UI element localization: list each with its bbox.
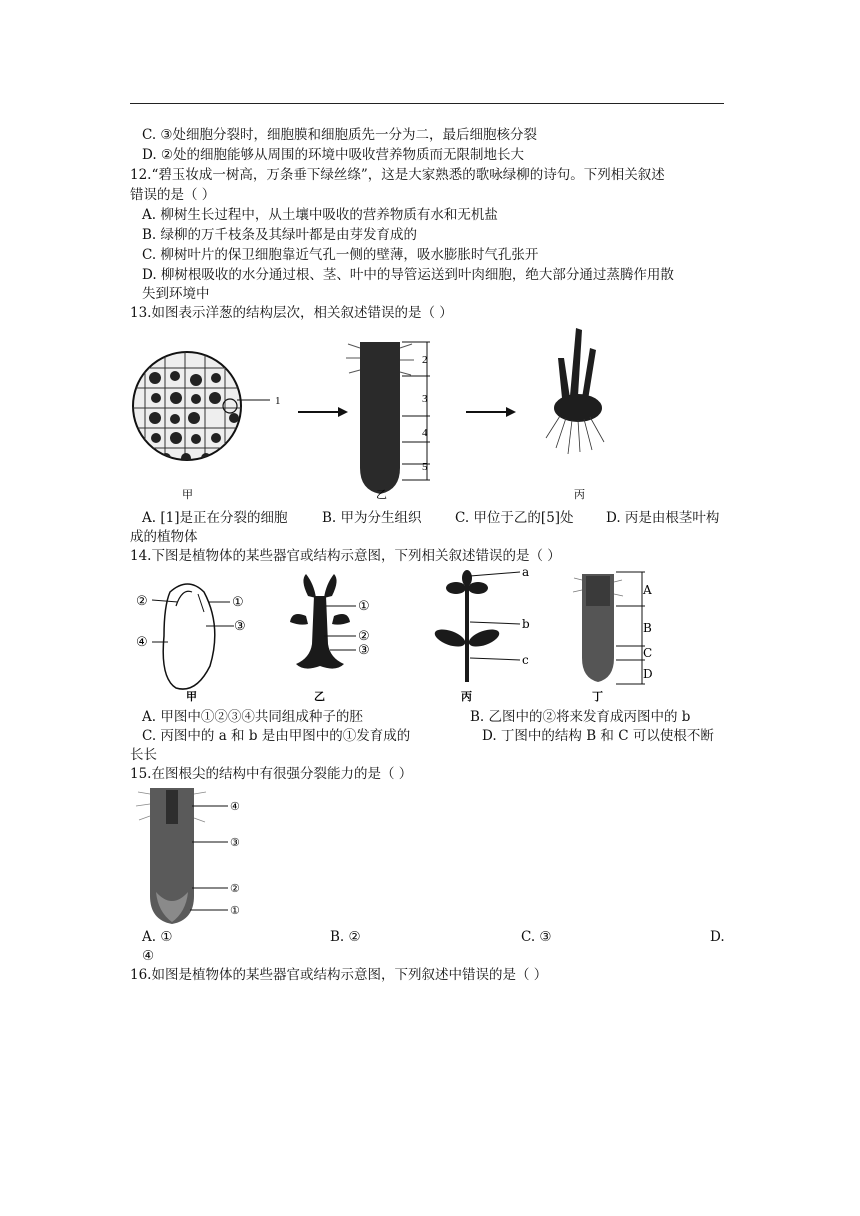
q13-mark-5: 5 (422, 461, 428, 473)
q13-mark-3: 3 (422, 393, 428, 405)
root-tip-image (360, 342, 400, 494)
q13-stem: 13.如图表示洋葱的结构层次，相关叙述错误的是（ ） (130, 305, 453, 321)
q13-option-b: B. 甲为分生组织 (322, 510, 422, 526)
yi-mark-3: ③ (358, 643, 370, 658)
q11-option-d: D. ②处的细胞能够从周围的环境中吸收营养物质而无限制地长大 (142, 147, 525, 163)
q13-option-d: D. 丙是由根茎叶构 (606, 510, 720, 526)
ding-mark-D: D (643, 667, 653, 681)
q15-option-b: B. ② (330, 929, 361, 945)
q13-mark-4: 4 (422, 427, 428, 439)
q14-label-jia: 甲 (186, 690, 197, 703)
q13-option-d-cont: 成的植物体 (130, 529, 198, 545)
q13-mark-2: 2 (422, 354, 428, 366)
q15-mark-1: ① (230, 904, 240, 917)
q12-stem-cont: 错误的是（ ） (130, 187, 216, 203)
q16-stem: 16.如图是植物体的某些器官或结构示意图，下列叙述中错误的是（ ） (130, 967, 548, 983)
bing-mark-c: c (522, 653, 529, 667)
bing-mark-b: b (522, 617, 530, 631)
q12-option-a: A. 柳树生长过程中，从土壤中吸收的营养物质有水和无机盐 (142, 207, 498, 223)
bing-mark-a: a (522, 566, 530, 579)
q12-option-d: D. 柳树根吸收的水分通过根、茎、叶中的导管运送到叶肉细胞，绝大部分通过蒸腾作用散 (142, 267, 674, 283)
q14-label-yi: 乙 (314, 690, 325, 703)
q12-stem: 12.“碧玉妆成一树高，万条垂下绿丝绦”，这是大家熟悉的歌咏绿柳的诗句。下列相关叙述 (130, 167, 665, 183)
q12-option-b: B. 绿柳的万千枝条及其绿叶都是由芽发育成的 (142, 227, 418, 243)
ding-mark-C: C (643, 646, 653, 660)
q13-option-a: A. [1]是正在分裂的细胞 (142, 510, 288, 526)
q15-stem: 15.在图根尖的结构中有很强分裂能力的是（ ） (130, 766, 413, 782)
onion-plant-image (554, 328, 602, 422)
q15-option-d: D. (710, 929, 725, 945)
q12-option-d-cont: 失到环境中 (142, 286, 210, 302)
q13-label-jia: 甲 (182, 489, 193, 501)
yi-mark-2: ② (358, 629, 370, 644)
header-rule (130, 103, 724, 104)
seed-image (163, 584, 215, 689)
q14-label-ding: 丁 (592, 690, 603, 703)
q13-figure (130, 318, 630, 504)
jia-mark-2: ② (136, 594, 148, 609)
q15-figure (130, 784, 250, 926)
jia-mark-1: ① (232, 595, 244, 610)
jia-mark-3: ③ (234, 619, 246, 634)
q14-option-d-cont: 长长 (130, 747, 157, 763)
q13-label-yi: 乙 (376, 489, 387, 501)
q14-option-c: C. 丙图中的 a 和 b 是由甲图中的①发育成的 (142, 728, 411, 744)
q14-stem: 14.下图是植物体的某些器官或结构示意图，下列相关叙述错误的是（ ） (130, 548, 561, 564)
q15-mark-3: ③ (230, 836, 240, 849)
q13-option-c: C. 甲位于乙的[5]处 (455, 510, 574, 526)
ding-mark-A: A (643, 583, 652, 597)
q11-option-c: C. ③处细胞分裂时，细胞膜和细胞质先一分为二，最后细胞核分裂 (142, 127, 538, 143)
stem-image (433, 570, 502, 682)
q15-option-a: A. ① (142, 929, 173, 945)
ding-mark-B: B (643, 621, 652, 635)
q12-option-c: C. 柳树叶片的保卫细胞靠近气孔一侧的壁薄，吸水膨胀时气孔张开 (142, 247, 539, 263)
q15-mark-2: ② (230, 882, 240, 895)
q15-option-c: C. ③ (521, 929, 552, 945)
q15-mark-4: ④ (230, 800, 240, 813)
q14-option-a: A. 甲图中①②③④共同组成种子的胚 (142, 709, 363, 725)
q14-figure (130, 566, 670, 706)
q13-mark-1: 1 (275, 395, 281, 407)
bud-image (290, 574, 350, 669)
yi-mark-1: ① (358, 599, 370, 614)
q14-label-bing: 丙 (461, 690, 472, 703)
q15-option-d-cont: ④ (142, 948, 155, 964)
q14-option-d: D. 丁图中的结构 B 和 C 可以使根不断 (482, 728, 714, 744)
q14-option-b: B. 乙图中的②将来发育成丙图中的 b (470, 709, 691, 725)
q13-label-bing: 丙 (574, 489, 585, 501)
jia-mark-4: ④ (136, 635, 148, 650)
